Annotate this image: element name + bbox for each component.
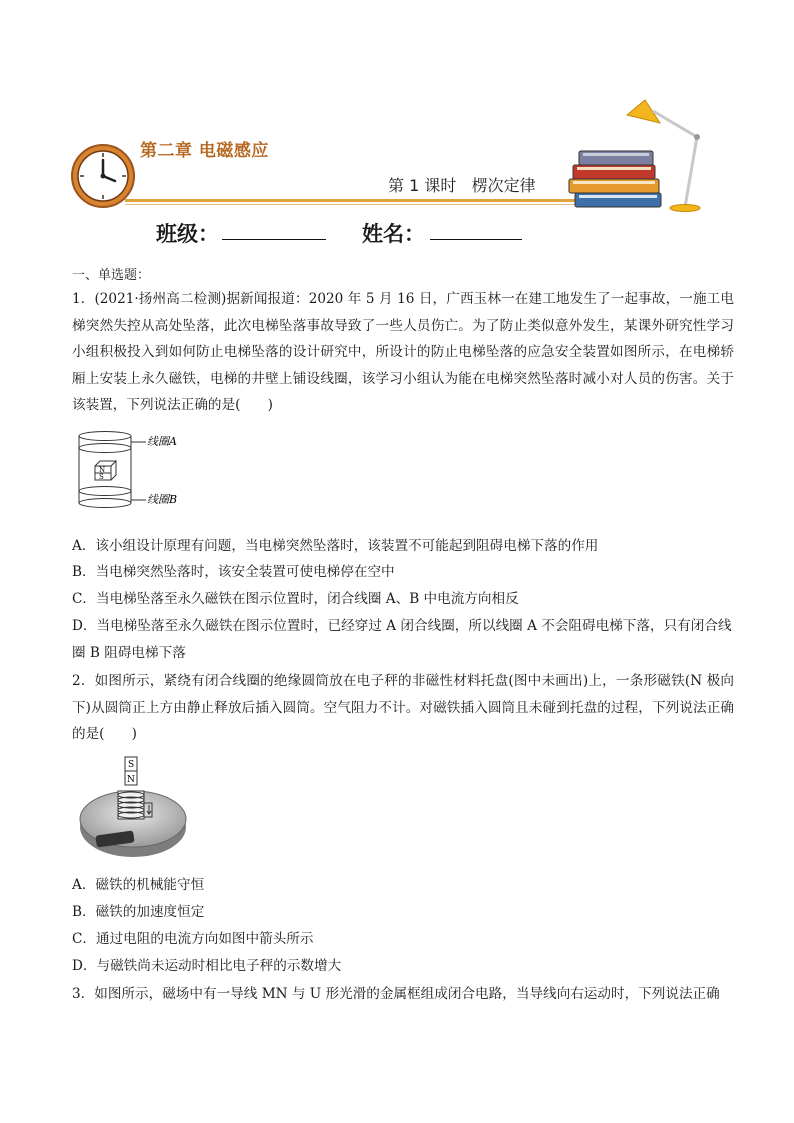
name-blank[interactable] xyxy=(430,239,522,240)
class-blank[interactable] xyxy=(222,239,326,240)
question-1: 1．(2021·扬州高二检测)据新闻报道：2020 年 5 月 16 日，广西玉林一在建工地发生了一起事故，一施工电梯突然失控从高处坠落，此次电梯坠落事故导致了一些人员伤亡。为了防止类似意外发生，某课外研究性学习小组积极投入到如何防止电梯坠落的设计研究中，所设计的防止电梯坠落的应急安全装置如图所示，在电梯轿厢上安装上永久磁铁，电梯的井壁上铺设线圈，该学习小组认为能在电梯突然坠落时减小对人员的伤害。关于该装置，下列说法正确的是( ) xyxy=(72,291,734,413)
q1-option-a[interactable]: A．该小组设计原理有问题，当电梯突然坠落时，该装置不可能起到阻碍电梯下落的作用 xyxy=(72,538,599,554)
q1-magnet-s: S xyxy=(99,473,104,481)
name-label: 姓名： xyxy=(362,222,425,246)
q2-option-b[interactable]: B．磁铁的加速度恒定 xyxy=(72,904,205,920)
q2-option-a[interactable]: A．磁铁的机械能守恒 xyxy=(72,877,205,893)
q1-magnet-n: N xyxy=(99,466,106,474)
q1-option-c[interactable]: C．当电梯坠落至永久磁铁在图示位置时，闭合线圈 A、B 中电流方向相反 xyxy=(72,591,519,607)
q2-figure-scale-magnet xyxy=(78,755,188,863)
q1-coil-b-label: 线圈B xyxy=(147,493,178,506)
q2-option-c[interactable]: C．通过电阻的电流方向如图中箭头所示 xyxy=(72,931,314,947)
section-title: 一、单选题： xyxy=(72,268,151,283)
q1-coil-a-label: 线圈A xyxy=(147,435,177,448)
q1-option-d[interactable]: D．当电梯坠落至永久磁铁在图示位置时，已经穿过 A 闭合线圈，所以线圈 A 不会阻碍电梯下落，只有闭合线圈 B 阻碍电梯下落 xyxy=(72,618,732,661)
q1-option-b[interactable]: B．当电梯突然坠落时，该安全装置可使电梯停在空中 xyxy=(72,564,395,580)
chapter-title: 第二章 电磁感应 xyxy=(140,141,269,161)
q2-magnet-n: N xyxy=(127,775,135,785)
question-2: 2．如图所示，紧绕有闭合线圈的绝缘圆筒放在电子秤的非磁性材料托盘(图中未画出)上，一条形磁铁(N 极向下)从圆筒正上方由静止释放后插入圆筒。空气阻力不计。对磁铁插入圆筒且未碰到托盘的过程，下列说法正确的是( ) xyxy=(72,673,734,742)
lesson-title: 第 1 课时 楞次定律 xyxy=(388,176,536,195)
class-label: 班级： xyxy=(156,222,219,246)
header-divider xyxy=(125,199,580,202)
q1-figure-elevator-coils xyxy=(78,428,188,512)
header-divider-thin xyxy=(125,204,580,205)
question-3: 3．如图所示，磁场中有一导线 MN 与 U 形光滑的金属框组成闭合电路，当导线向右运动时，下列说法正确 xyxy=(72,986,720,1002)
q2-option-d[interactable]: D．与磁铁尚未运动时相比电子秤的示数增大 xyxy=(72,958,342,974)
books-lamp-icon xyxy=(565,95,710,215)
q2-magnet-s: S xyxy=(128,760,135,770)
